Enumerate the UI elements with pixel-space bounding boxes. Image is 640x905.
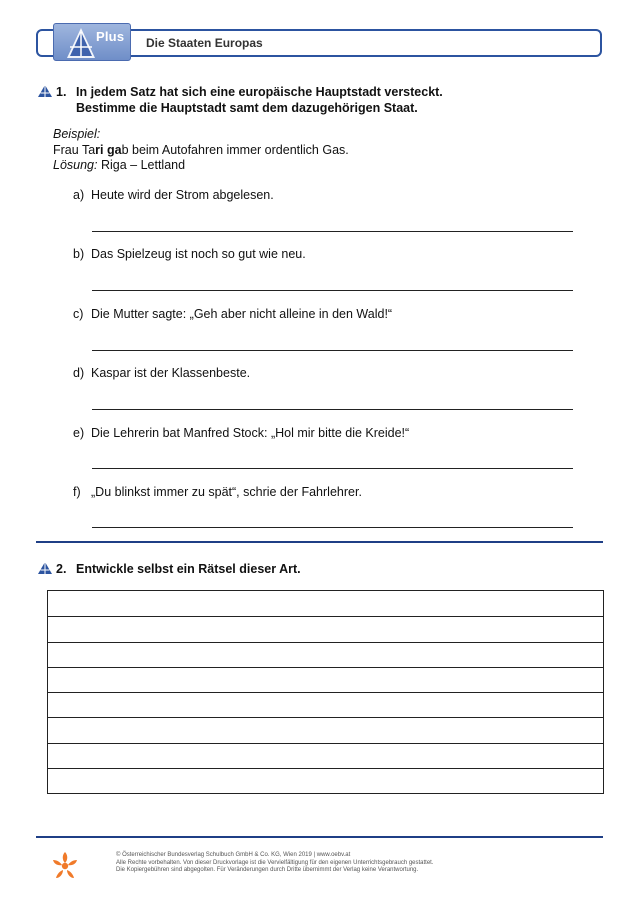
- writing-row[interactable]: [48, 642, 603, 667]
- item-b: b) Das Spielzeug ist noch so gut wie neu.: [73, 247, 306, 261]
- example-solution: Lösung: Riga – Lettland: [53, 158, 186, 172]
- item-c: c) Die Mutter sagte: „Geh aber nicht alleine in den Wald!“: [73, 307, 393, 321]
- answer-line-b[interactable]: [92, 290, 573, 291]
- example-label: Beispiel:: [53, 127, 101, 141]
- answer-line-f[interactable]: [92, 527, 573, 528]
- section-divider: [36, 541, 603, 543]
- task-1-line-2: Bestimme die Hauptstadt samt dem dazugehörigen Staat.: [76, 101, 418, 115]
- item-f: f) „Du blinkst immer zu spät“, schrie der Fahrlehrer.: [73, 485, 362, 499]
- task-1-line-1: In jedem Satz hat sich eine europäische Hauptstadt versteckt.: [76, 85, 443, 99]
- writing-row[interactable]: [48, 667, 603, 692]
- writing-row[interactable]: [48, 768, 603, 793]
- writing-row[interactable]: [48, 616, 603, 641]
- item-e: e) Die Lehrerin bat Manfred Stock: „Hol mir bitte die Kreide!“: [73, 426, 410, 440]
- triangle-logo-icon: [66, 27, 96, 59]
- example-sentence: Frau Tari gab beim Autofahren immer ordentlich Gas.: [53, 142, 349, 157]
- task-triangle-icon: [38, 85, 52, 97]
- item-a: a) Heute wird der Strom abgelesen.: [73, 188, 274, 202]
- task-number: 1.: [56, 85, 67, 99]
- writing-row[interactable]: [48, 743, 603, 768]
- plus-logo: [53, 23, 131, 61]
- task-2-text: Entwickle selbst ein Rätsel dieser Art.: [76, 562, 301, 576]
- writing-row[interactable]: [48, 692, 603, 717]
- task-number: 2.: [56, 562, 67, 576]
- answer-line-e[interactable]: [92, 468, 573, 469]
- answer-line-c[interactable]: [92, 350, 573, 351]
- publisher-logo-icon: [52, 852, 78, 880]
- task-triangle-icon: [38, 562, 52, 574]
- writing-grid: [47, 590, 604, 794]
- footer-divider: [36, 836, 603, 838]
- writing-row[interactable]: [48, 717, 603, 742]
- example-block: [53, 127, 349, 174]
- answer-line-d[interactable]: [92, 409, 573, 410]
- page-title: Die Staaten Europas: [146, 36, 263, 50]
- logo-label: Plus: [96, 29, 125, 44]
- writing-row[interactable]: [48, 591, 603, 616]
- item-d: d) Kaspar ist der Klassenbeste.: [73, 366, 251, 380]
- answer-line-a[interactable]: [92, 231, 573, 232]
- footer-copyright: © Österreichischer Bundesverlag Schulbuch GmbH & Co. KG, Wien 2019 | www.oebv.at Alle Rechte vorbehalten. Von dieser Druckvorlage ist die Vervielfältigung für den eigenen Unterrichtsgebrauch gestattet. Die Kopiergebühren sind abgegolten. Für Veränderungen durch Dritte übernimmt der Verlag keine Verantwortung.: [116, 852, 434, 873]
